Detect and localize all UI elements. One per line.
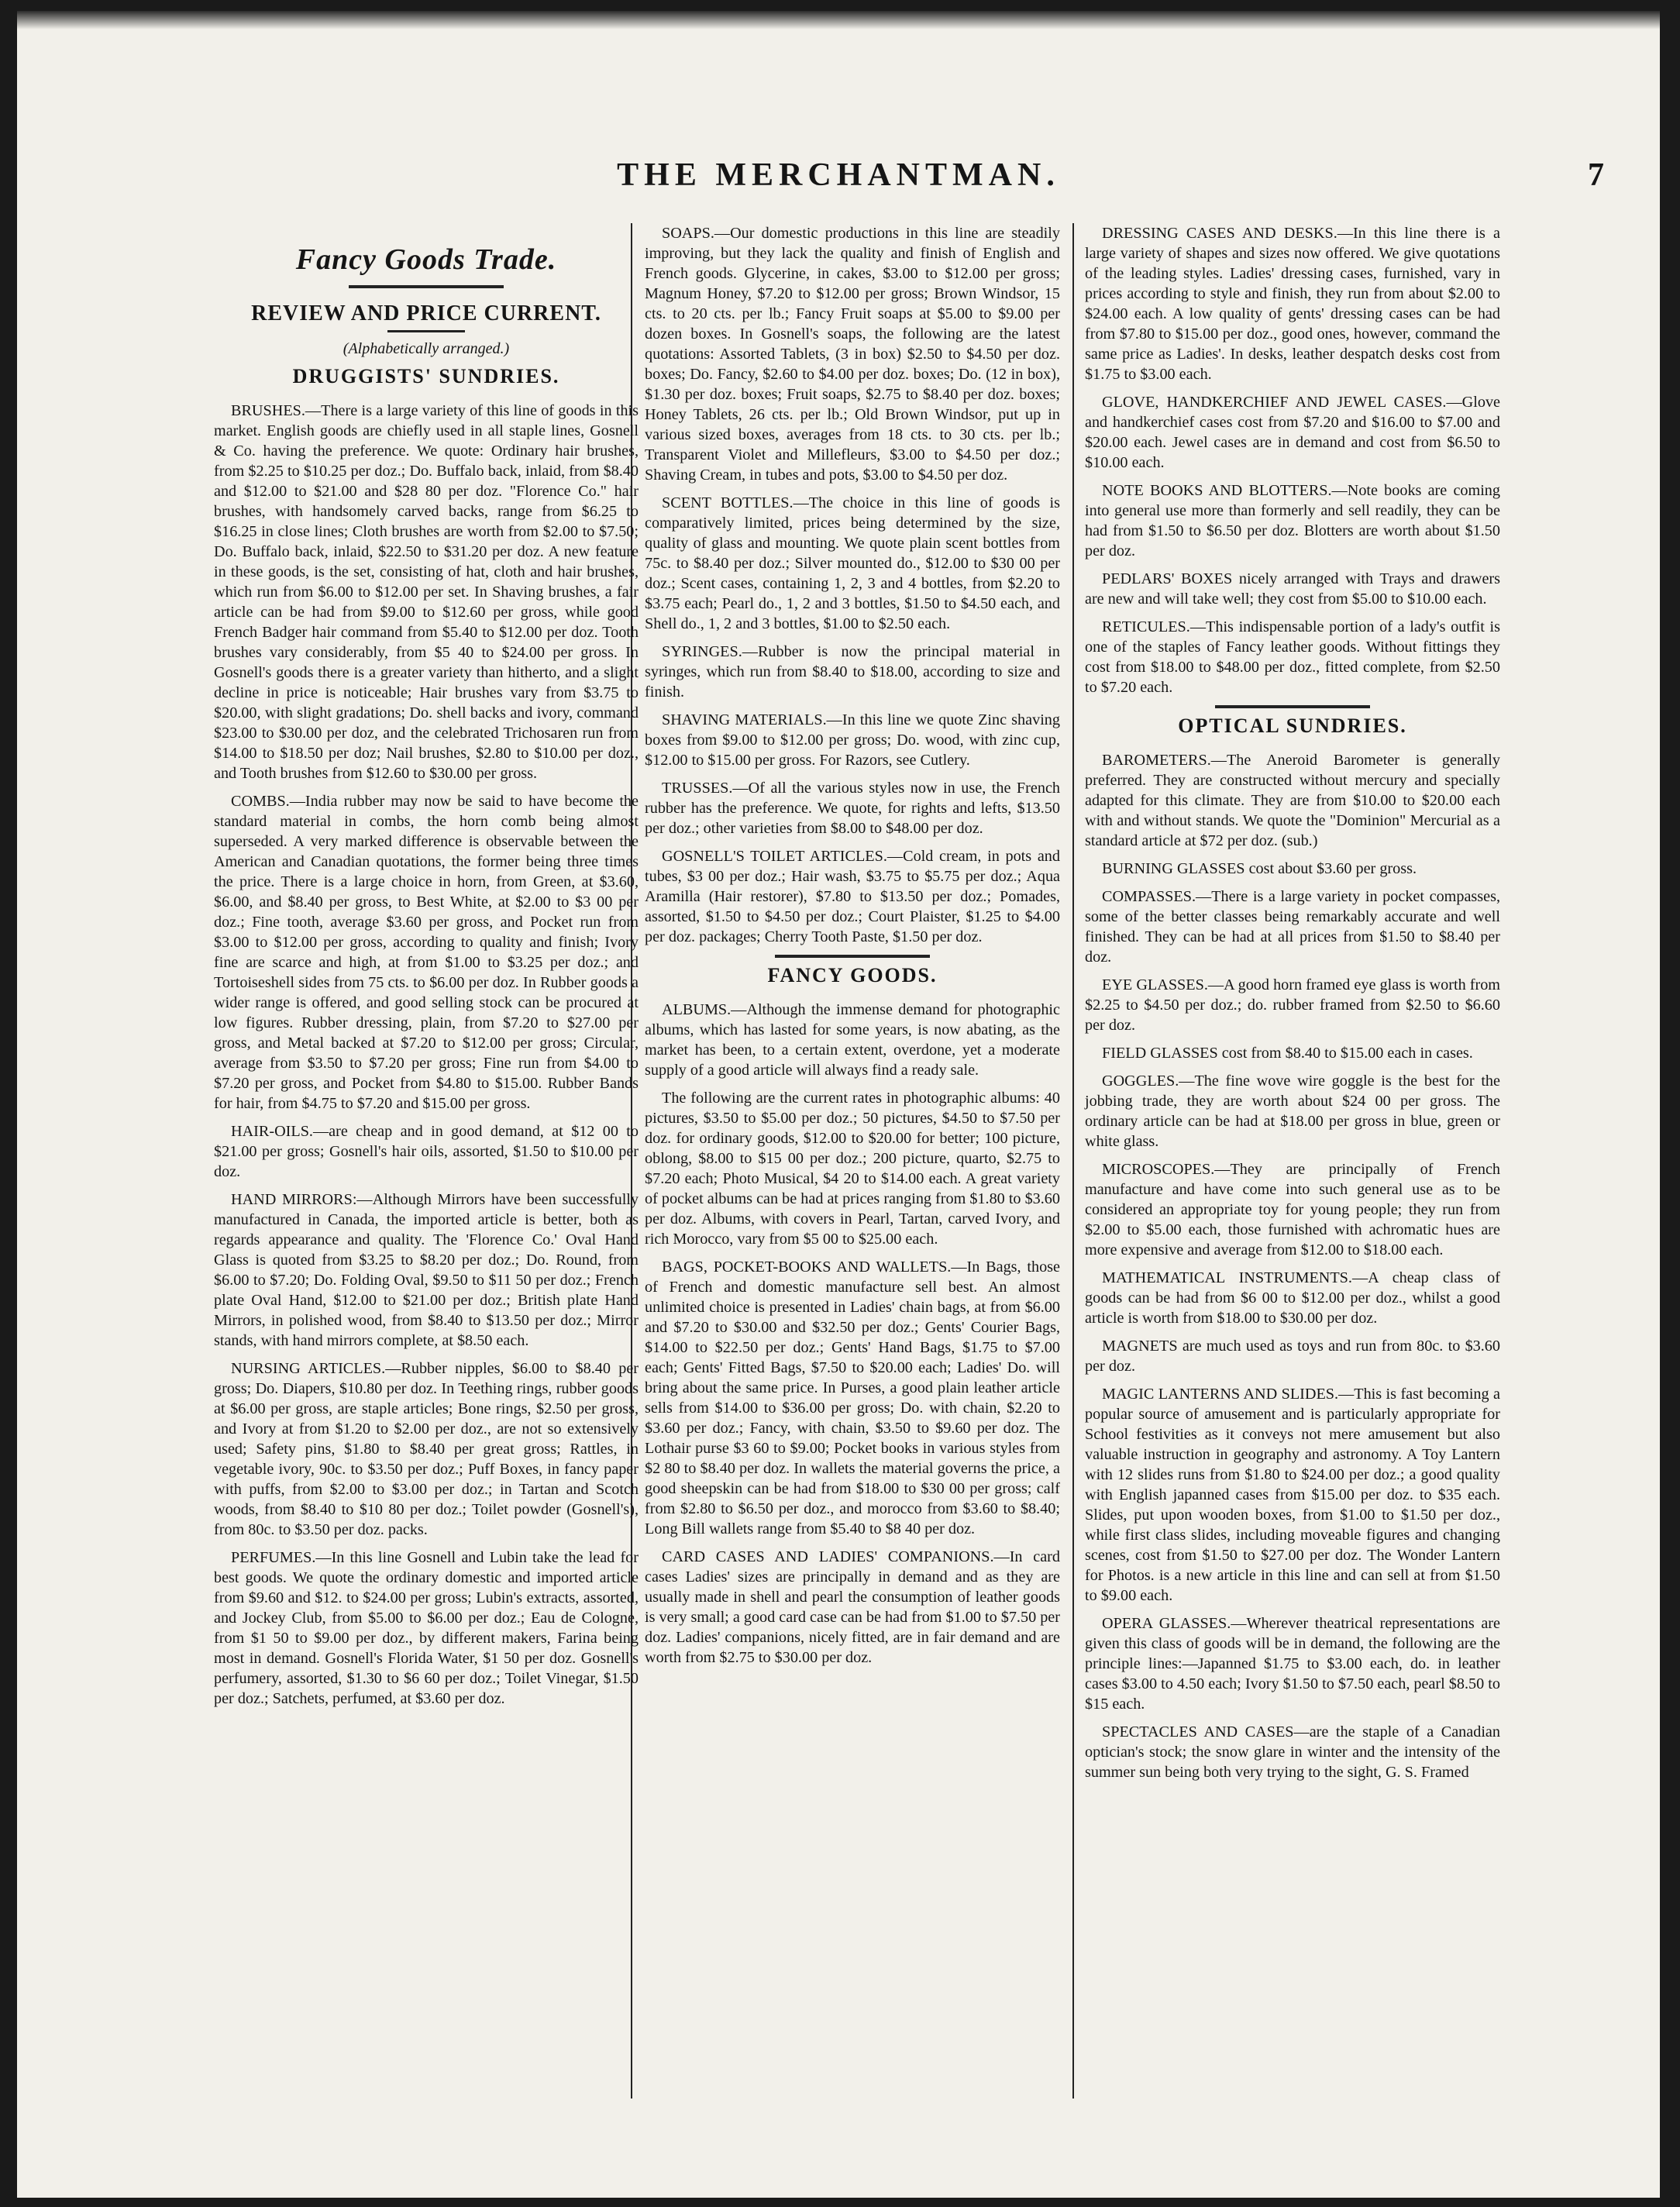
- article-paragraph: NOTE BOOKS AND BLOTTERS.—Note books are coming into general use more than formerly and sell readily, they can be had from $1.50 to $6.50 per doz. Blotters are worth about $1.50 per doz.: [1085, 482, 1500, 559]
- article-paragraph: The following are the current rates in photographic albums: 40 pictures, $3.50 to $5.00 per doz.; 50 pictures, $4.50 to $7.50 per doz. for ordinary goods, $12.00 to $20.00 for better; 100 picture, oblong, $8.00 to $15 00 per doz.; 200 picture, quarto, $2.75 to $7.20 each; Photo Musical, $4 20 to $14.00 each. A great variety of pocket albums can be had at prices ranging from $1.80 to $3.60 per doz. Albums, with covers in Pearl, Tartan, carved Ivory, and rich Morocco, vary from $5 00 to $25.00 each.: [645, 1090, 1060, 1248]
- article-paragraph: HAND MIRRORS:—Although Mirrors have been successfully manufactured in Canada, the imported article is better, both as regards appearance and quality. The 'Florence Co.' Oval Hand Glass is quoted from $3.25 to $8.20 per doz.; Do. Round, from $6.00 to $7.20; Do. Folding Oval, $9.50 to $11 50 per doz.; French plate Oval Hand, $12.00 to $21.00 per doz.; British plate Hand Mirrors, in polished wood, from $8.40 to $13.50 per doz.; Mirror stands, with hand mirrors complete, at $8.50 each.: [214, 1191, 639, 1349]
- article-paragraph: SCENT BOTTLES.—The choice in this line of goods is comparatively limited, prices being determined by the size, quality of glass and mounting. We quote plain scent bottles from 75c. to $8.40 per doz.; Silver mounted do., $12.00 to $30 00 per doz.; Scent cases, containing 1, 2, 3 and 4 bottles, from $2.20 to $3.75 each; Pearl do., 1, 2 and 3 bottles, $1.50 to $4.50 each, and Shell do., 1, 2 and 3 bottles, $1.00 to $2.50 each.: [645, 494, 1060, 632]
- article-paragraph: BAROMETERS.—The Aneroid Barometer is generally preferred. They are constructed without mercury and specially adapted for this climate. They are from $10.00 to $20.00 each with and without stands. We quote the "Dominion" Mercurial as a standard article at $72 per doz. (sub.): [1085, 752, 1500, 849]
- article-paragraph: FIELD GLASSES cost from $8.40 to $15.00 each in cases.: [1102, 1045, 1473, 1062]
- divider: [387, 330, 465, 332]
- article-paragraph: ALBUMS.—Although the immense demand for photographic albums, which has lasted for some years, is now abating, as the market has been, to a certain extent, overdone, yet a moderate supply of a good article will always find a ready sale.: [645, 1001, 1060, 1079]
- article-paragraph: BAGS, POCKET-BOOKS AND WALLETS.—In Bags, those of French and domestic manufacture sell best. An almost unlimited choice is presented in Ladies' chain bags, at from $6.00 and $7.20 to $30.00 and $32.50 per doz.; Gents' Courier Bags, $14.00 to $22.50 per doz.; Gents' Hand Bags, $1.75 to $7.00 each; Gents' Fitted Bags, $7.50 to $20.00 each; Ladies' Do. will bring about the same price. In Purses, a good plain leather article sells from $14.00 to $36.00 per gross; Do. with chain, $2.20 to $3.60 per doz.; Fancy, with chain, $3.50 to $9.60 per doz. The Lothair purse $3 60 to $9.00; Pocket books in various styles from $2 80 to $8.40 per doz. In wallets the material governs the price, a good sheepskin can be had from $18.00 to $30 00 per gross; calf from $2.80 to $6.50 per doz., and morocco from $3.60 to $8.40; Long Bill wallets range from $5.40 to $8 40 per doz.: [645, 1258, 1060, 1537]
- column-rule: [1072, 223, 1074, 2099]
- divider: [775, 955, 930, 958]
- divider: [349, 285, 504, 288]
- review-heading: REVIEW AND PRICE CURRENT.: [251, 301, 601, 325]
- column-1: [214, 223, 639, 1716]
- article-paragraph: HAIR-OILS.—are cheap and in good demand, at $12 00 to $21.00 per gross; Gosnell's hair oils, assorted, $1.50 to $10.00 per doz.: [214, 1123, 639, 1180]
- newspaper-page: [17, 11, 1660, 2198]
- article-paragraph: RETICULES.—This indispensable portion of a lady's outfit is one of the staples of Fancy leather goods. Without fittings they cost from $18.00 to $48.00 per doz., fitted complete, from $2.50 to $7.20 each.: [1085, 618, 1500, 696]
- article-paragraph: MICROSCOPES.—They are principally of French manufacture and have come into such general use as to be considered an appropriate toy for young people; they run from $2.00 to $5.00 each, those furnished with achromatic hues are more expensive and average from $12.00 to $18.00 each.: [1085, 1161, 1500, 1258]
- column-3: [1085, 223, 1500, 1790]
- section-heading: DRUGGISTS' SUNDRIES.: [292, 365, 560, 387]
- article-paragraph: PERFUMES.—In this line Gosnell and Lubin take the lead for best goods. We quote the ordinary domestic and imported article from $9.60 and $12. to $24.00 per gross; Lubin's extracts, assorted, and Jockey Club, from $5.00 to $6.00 per doz.; Eau de Cologne, from $1 50 to $9.00 per doz., by different makers, Farina being most in demand. Gosnell's Florida Water, $1 50 per doz. Gosnell's perfumery, assorted, $1.30 to $6 60 per doz.; Toilet Vinegar, $1.50 per doz.; Satchets, perfumed, at $3.60 per doz.: [214, 1549, 639, 1707]
- article-paragraph: COMPASSES.—There is a large variety in pocket compasses, some of the better classes being remarkably accurate and well finished. They can be had at all prices from $1.50 to $8.40 per doz.: [1085, 888, 1500, 966]
- article-paragraph: BURNING GLASSES cost about $3.60 per gross.: [1102, 860, 1417, 877]
- article-paragraph: TRUSSES.—Of all the various styles now in use, the French rubber has the preference. We quote, for rights and lefts, $13.50 per doz.; other varieties from $8.00 to $48.00 per doz.: [645, 780, 1060, 837]
- column-2: [645, 223, 1060, 1675]
- department-heading: Fancy Goods Trade.: [295, 243, 557, 276]
- article-paragraph: GOGGLES.—The fine wove wire goggle is the best for the jobbing trade, they are worth about $24 00 per gross. The ordinary article can be had at $18.00 per gross in blue, green or white glass.: [1085, 1073, 1500, 1150]
- article-paragraph: SHAVING MATERIALS.—In this line we quote Zinc shaving boxes from $9.00 to $12.00 per gross; Do. wood, with zinc cup, $12.00 to $15.00 per gross. For Razors, see Cutlery.: [645, 711, 1060, 769]
- article-paragraph: GOSNELL'S TOILET ARTICLES.—Cold cream, in pots and tubes, $3 00 per doz.; Hair wash, $3.75 to $5.75 per doz.; Aqua Aramilla (Hair restorer), $7.80 to $13.50 per doz.; Pomades, assorted, $1.50 to $4.50 per doz.; Court Plaister, $1.25 to $4.00 per doz. packages; Cherry Tooth Paste, $1.50 per doz.: [645, 848, 1060, 945]
- scan-edge: [17, 11, 1660, 29]
- article-paragraph: SYRINGES.—Rubber is now the principal material in syringes, which run from $8.40 to $18.00, according to size and finish.: [645, 643, 1060, 701]
- article-paragraph: CARD CASES AND LADIES' COMPANIONS.—In card cases Ladies' sizes are principally in demand and as they are usually made in shell and pearl the consumption of leather goods is very small; a good card case can be had from $1.00 to $7.50 per doz. Ladies' companions, nicely fitted, are in fair demand and are worth from $2.75 to $30.00 per doz.: [645, 1548, 1060, 1666]
- article-paragraph: SPECTACLES AND CASES—are the staple of a Canadian optician's stock; the snow glare in winter and the intensity of the summer sun being both very trying to the sight, G. S. Framed: [1085, 1723, 1500, 1781]
- article-paragraph: MATHEMATICAL INSTRUMENTS.—A cheap class of goods can be had from $6 00 to $12.00 per doz., whilst a good article is worth from $18.00 to $30.00 per doz.: [1085, 1269, 1500, 1327]
- article-paragraph: BRUSHES.—There is a large variety of this line of goods in this market. English goods are chiefly used in all staple lines, Gosnell & Co. having the preference. We quote: Ordinary hair brushes, from $2.25 to $10.25 per doz.; Do. Buffalo back, inlaid, from $8.40 and $12.00 to $21.00 and $28 80 per doz. "Florence Co." hair brushes, with handsomely carved backs, range from $6.25 to $16.25 in close lines; Cloth brushes are worth from $2.00 to $7.50; Do. Buffalo back, inlaid, $22.50 to $31.20 per doz. A new feature in these goods, is the set, consisting of hat, cloth and hair brushes, which run from $6.00 to $12.00 per set. In Shaving brushes, a fair article can be had from $9.00 to $12.60 per gross, while good French Badger hair command from $5.40 to $12.00 per doz. Tooth brushes vary considerably, from $5 40 to $24.00 per gross. In Gosnell's goods there is a greater variety than hitherto, and a slight decline in price is noticeable; Hair brushes vary from $3.75 to $20.00, with slight gradations; Do. shell backs and ivory, command $23.00 to $30.00 per doz, and the celebrated Trichosaren run from $14.00 to $18.50 per doz; Nail brushes, $2.80 to $10.00 per doz., and Tooth brushes from $12.60 to $30.00 per gross.: [214, 402, 639, 782]
- article-paragraph: GLOVE, HANDKERCHIEF AND JEWEL CASES.—Glove and handkerchief cases cost from $7.20 and $16.00 to $7.00 and $20.00 each. Jewel cases are in demand and cost from $6.50 to $10.00 each.: [1085, 394, 1500, 471]
- article-paragraph: SOAPS.—Our domestic productions in this line are steadily improving, but they lack the quality and finish of English and French goods. Glycerine, in cakes, $3.00 to $12.00 per gross; Magnum Honey, $7.20 to $12.00 per gross; Brown Windsor, 15 cts. to 20 cts. per lb.; Fancy Fruit soaps at $5.00 to $9.00 per dozen boxes. In Gosnell's soaps, the following are the latest quotations: Assorted Tablets, (3 in box) $2.50 to $4.50 per doz. boxes; Do. Fancy, $2.60 to $4.00 per doz. boxes; Do. (12 in box), $1.30 per doz. boxes; Fruit soaps, $2.75 to $8.40 per doz. boxes; Honey Tablets, 26 cts. per lb.; Old Brown Windsor, put up in various sized boxes, averages from 18 cts. to 30 cts. per lb.; Transparent Violet and Millefleurs, $3.00 to $4.50 per doz.; Shaving Cream, in tubes and pots, $3.00 to $4.50 per doz.: [645, 225, 1060, 484]
- masthead-title: THE MERCHANTMAN.: [617, 157, 1060, 193]
- running-head: [17, 157, 1660, 203]
- section-heading: FANCY GOODS.: [767, 964, 938, 986]
- article-paragraph: COMBS.—India rubber may now be said to have become the standard material in combs, the horn comb being almost superseded. A very marked difference is observable between the American and Canadian quotations, the former being three times the price. There is a large choice in horn, from Green, at $3.60, $6.00, and $8.40 per gross, to Best White, at $2.00 to $3 00 per doz.; Fine tooth, average $3.60 per gross, and Pocket run from $3.00 to $12.00 per gross, according to quality and finish; Ivory fine are scarce and high, at from $1.00 to $3.25 per doz.; and Tortoiseshell sides from 75 cts. to $6.00 per doz. In Rubber goods a wider range is offered, and good selling stock can be procured at low figures. Rubber dressing, plain, from $7.20 to $27.00 per gross, and Metal backed at $7.20 to $12.00 per gross; Circular, average from $3.50 to $7.20 per gross; Fine run from $4.00 to $7.20 per gross, and Pocket from $4.80 to $15.00. Rubber Bands for hair, from $4.75 to $7.20 and $15.00 per gross.: [214, 793, 639, 1112]
- article-paragraph: MAGNETS are much used as toys and run from 80c. to $3.60 per doz.: [1085, 1338, 1500, 1375]
- divider: [1215, 705, 1370, 708]
- article-paragraph: DRESSING CASES AND DESKS.—In this line there is a large variety of shapes and sizes now offered. We give quotations of the leading styles. Ladies' dressing cases, furnished, vary in prices according to style and finish, they run from about $2.00 to $24.00 each. A low quality of gents' dressing cases can be had from $7.80 to $15.00 per doz., good ones, however, command the same price as Ladies'. In desks, leather despatch desks cost from $1.75 to $3.00 each.: [1085, 225, 1500, 383]
- article-paragraph: NURSING ARTICLES.—Rubber nipples, $6.00 to $8.40 per gross; Do. Diapers, $10.80 per doz. In Teething rings, rubber goods at $6.00 per gross, are staple articles; Bone rings, $2.50 per gross, and Ivory at from $1.20 to $2.00 per doz., are not so extensively used; Safety pins, $1.80 to $8.40 per great gross; Rattles, in vegetable ivory, 90c. to $3.50 per doz.; Puff Boxes, in fancy paper with puffs, from $2.00 to $3.00 per doz.; in Tartan and Scotch woods, from $8.40 to $10 80 per doz.; Toilet powder (Gosnell's), from 80c. to $3.50 per doz. packs.: [214, 1360, 639, 1538]
- article-paragraph: EYE GLASSES.—A good horn framed eye glass is worth from $2.25 to $4.50 per doz.; do. rubber framed from $2.50 to $6.60 per doz.: [1085, 976, 1500, 1034]
- article-paragraph: OPERA GLASSES.—Wherever theatrical representations are given this class of goods will be in demand, the following are the principle lines:—Japanned $1.75 to $3.00 each, do. in leather cases $3.00 to 4.50 each; Ivory $1.50 to $7.50 each, pearl $8.50 to $15 each.: [1085, 1615, 1500, 1713]
- article-paragraph: MAGIC LANTERNS AND SLIDES.—This is fast becoming a popular source of amusement and is particularly appropriate for School festivities as it conveys not mere amusement but also valuable instruction in geography and astronomy. A Toy Lantern with 12 slides runs from $1.80 to $24.00 per doz.; a good quality with English japanned cases from $15.00 per doz. to $35 each. Slides, put upon wooden boxes, from $1.00 to $1.50 per doz., while first class slides, including moveable figures and changing scenes, cost from $1.50 to $27.00 per doz. The Wonder Lantern for Photos. is a new article in this line and can sell at from $1.50 to $9.00 each.: [1085, 1386, 1500, 1604]
- review-subheading: (Alphabetically arranged.): [343, 340, 510, 357]
- section-heading: OPTICAL SUNDRIES.: [1178, 714, 1407, 737]
- article-paragraph: PEDLARS' BOXES nicely arranged with Trays and drawers are new and will take well; they cost from $5.00 to $10.00 each.: [1085, 570, 1500, 608]
- page-number: 7: [1588, 157, 1604, 193]
